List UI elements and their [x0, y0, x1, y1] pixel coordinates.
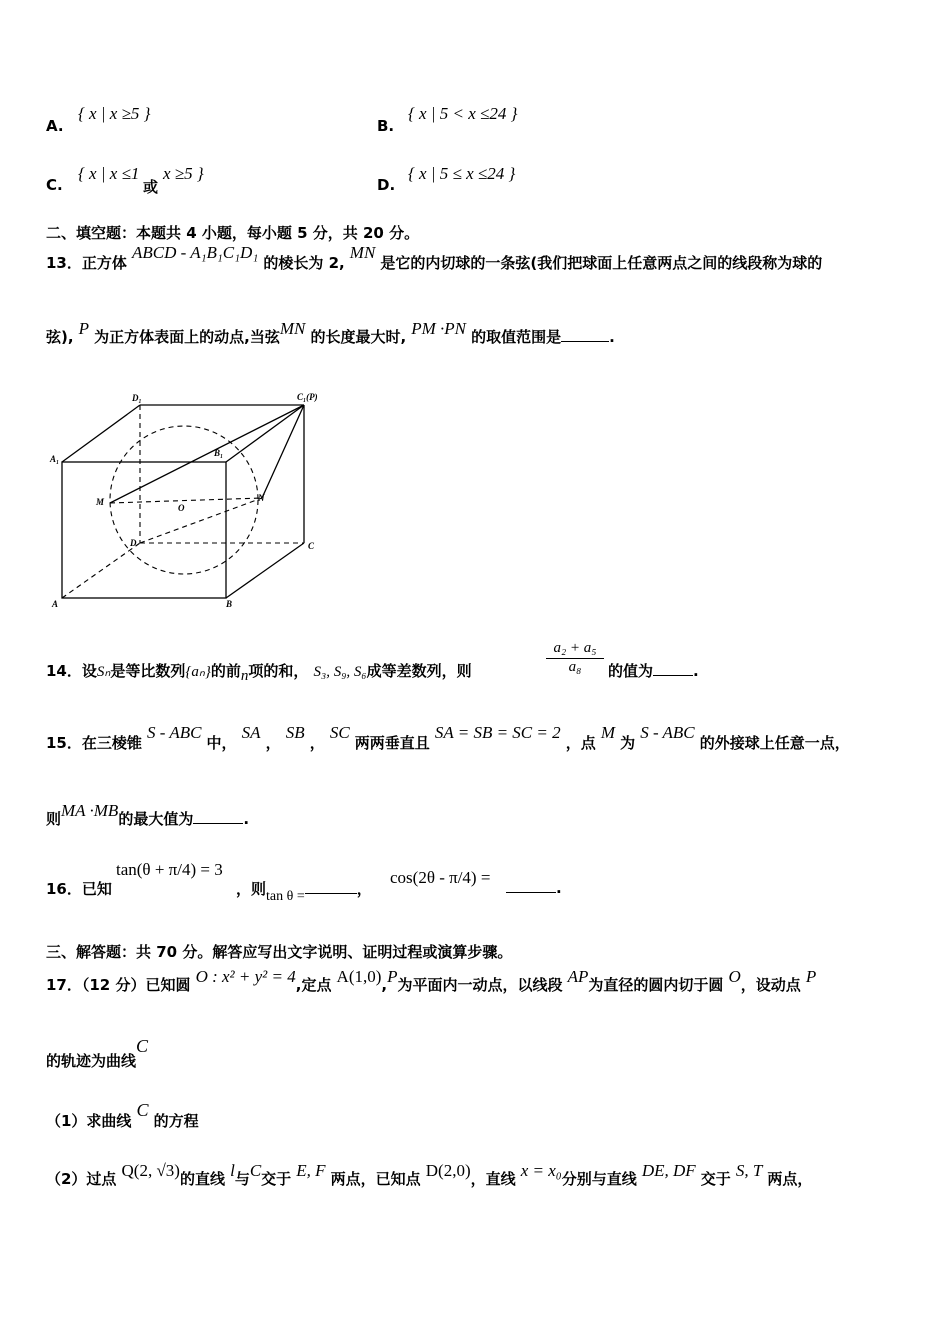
- q15-comma: ，: [309, 734, 325, 752]
- q15-dot-product: MA ·MB: [61, 801, 119, 820]
- q15-sabc: S - ABC: [146, 723, 202, 742]
- q14-period: .: [693, 662, 699, 680]
- q17-part2-text: ，直线: [470, 1170, 516, 1188]
- q16-number: 16．: [46, 880, 82, 898]
- label-o: O: [178, 503, 185, 513]
- q16-expr2: cos(2θ - π/4) =: [390, 868, 491, 887]
- edge-a1-d1: [62, 405, 140, 462]
- option-c-or: 或: [143, 178, 159, 196]
- q15-text: ，点: [565, 734, 596, 752]
- q14-text: 的值为: [608, 662, 654, 680]
- q17-p: P: [387, 967, 398, 986]
- option-c-set-a: { x | x ≤1: [78, 164, 140, 183]
- q13-text: 弦),: [46, 328, 74, 346]
- q16-tail: [506, 878, 562, 897]
- q17-curve-c: C: [249, 1161, 262, 1180]
- q14-fraction-denominator: a₈: [568, 659, 582, 675]
- q14-text: 的前: [210, 662, 241, 680]
- q15-text: 则: [46, 810, 62, 828]
- label-d: D: [130, 538, 137, 548]
- option-a-set: { x | x ≥5 }: [78, 104, 151, 123]
- q14-text: 设: [81, 662, 97, 680]
- q15-text: 为: [620, 734, 636, 752]
- q17-line-l: l: [230, 1161, 235, 1180]
- q17-point-a: A(1,0): [336, 967, 382, 986]
- q13-text: 是它的内切球的一条弦(我们把球面上任意两点之间的线段称为球的: [380, 254, 823, 272]
- q17-text: ,: [381, 976, 388, 994]
- q14-tail: [608, 660, 699, 681]
- q13-line-1: [46, 243, 823, 273]
- q16-mid: [236, 878, 372, 904]
- q17-part2-text: 分别与直线: [561, 1170, 637, 1188]
- q17-line-2: [46, 1036, 149, 1071]
- q14-sn: Sₙ: [96, 664, 111, 680]
- q17-part2-text: 交于: [700, 1170, 731, 1188]
- q15-sb: SB: [285, 723, 305, 742]
- q15-sc: SC: [329, 723, 350, 742]
- q17-part1-c: C: [136, 1100, 149, 1120]
- option-d-set: { x | 5 ≤ x ≤24 }: [408, 164, 516, 183]
- q13-period: .: [609, 328, 615, 346]
- q15-sa: SA: [241, 723, 261, 742]
- q13-line-2: [46, 319, 615, 347]
- option-c-set-b: x ≥5 }: [163, 164, 204, 183]
- q17-part2-text: 两点，已知点: [330, 1170, 421, 1188]
- q14-text: 成等差数列，则: [366, 662, 472, 680]
- hidden-edge-a-d: [62, 543, 140, 598]
- q14-answer-blank: [653, 663, 693, 676]
- inscribed-sphere: [110, 426, 258, 574]
- line-c1-n: [262, 405, 304, 498]
- q14-fraction-numerator: a₂ + a₅: [546, 640, 604, 659]
- label-n: N: [258, 493, 265, 503]
- section-3-heading: 三、解答题：共 70 分。解答应写出文字说明、证明过程或演算步骤。: [46, 943, 513, 961]
- q16-line: [46, 878, 112, 899]
- edge-b1-c1: [226, 405, 304, 462]
- q17-ap: AP: [567, 967, 589, 986]
- q13-mn: MN: [279, 319, 306, 338]
- q14-an: {aₙ}: [185, 664, 211, 680]
- q17-part2-text: 两点，: [767, 1170, 813, 1188]
- q17-part-2: [46, 1161, 813, 1189]
- q17-part2-text: 的直线: [179, 1170, 225, 1188]
- q13-answer-blank: [561, 329, 609, 342]
- label-d1: D₁: [132, 393, 142, 403]
- option-b-letter: B.: [377, 117, 395, 135]
- q17-text: ，设动点: [740, 976, 801, 994]
- label-m: M: [96, 497, 105, 507]
- q13-text: 的棱长为 2,: [263, 254, 345, 272]
- q17-o: O: [728, 967, 741, 986]
- option-a-letter: A.: [46, 117, 64, 135]
- q16-comma: ，: [356, 880, 372, 898]
- q15-m: M: [600, 723, 615, 742]
- q17-x0: x = x₀: [520, 1161, 562, 1180]
- line-c1-m: [110, 405, 304, 503]
- q14-number: 14．: [46, 662, 82, 680]
- line-d-n: [140, 498, 262, 543]
- q17-de-df: DE, DF: [641, 1161, 696, 1180]
- q15-answer-blank: [193, 811, 243, 824]
- q15-text: 在三棱锥: [81, 734, 142, 752]
- q17-text: ,定点: [295, 976, 332, 994]
- q15-period: .: [243, 810, 250, 828]
- q15-number: 15．: [46, 734, 82, 752]
- q15-line-2: [46, 801, 250, 829]
- chord-mn: [110, 498, 262, 503]
- option-c-letter: C.: [46, 176, 63, 194]
- q17-ef: E, F: [296, 1161, 326, 1180]
- q17-text: 为平面内一动点，以线段: [397, 976, 563, 994]
- q15-comma: ，: [265, 734, 281, 752]
- q16-answer-blank-2: [506, 880, 556, 893]
- q17-st: S, T: [735, 1161, 763, 1180]
- q14-line: [46, 660, 472, 684]
- q17-part2-text: （2）过点: [46, 1170, 117, 1188]
- q13-text: 正方体: [81, 254, 127, 272]
- q13-mn: MN: [349, 243, 376, 262]
- q17-part2-text: 交于: [261, 1170, 292, 1188]
- q15-text: 中，: [206, 734, 237, 752]
- q15-text: 的外接球上任意一点，: [699, 734, 850, 752]
- cube-front-face: [62, 462, 226, 598]
- q17-text: 为直径的圆内切于圆: [588, 976, 724, 994]
- q13-dot-product: PM ·PN: [411, 319, 467, 338]
- q17-p: P: [805, 967, 817, 986]
- q17-number: 17．（12 分）已知圆: [46, 976, 191, 994]
- q16-text: ，则: [236, 880, 267, 898]
- q17-point-q: Q(2, √3): [121, 1161, 180, 1180]
- q14-s-terms: S₃, S₉, S₆: [313, 664, 367, 680]
- label-c: C: [308, 541, 315, 551]
- q17-curve-c: C: [136, 1036, 149, 1056]
- q17-part2-text: 与: [234, 1170, 250, 1188]
- q15-sabc: S - ABC: [640, 723, 695, 742]
- cube-figure: [40, 385, 340, 620]
- q13-cube: ABCD - A₁B₁C₁D₁: [131, 243, 259, 262]
- label-a: A: [52, 599, 59, 609]
- option-d-letter: D.: [377, 176, 396, 194]
- q17-circle: O : x² + y² = 4: [195, 967, 296, 986]
- label-b1: B₁: [214, 448, 224, 458]
- label-a1: A₁: [50, 454, 60, 464]
- q17-point-d: D(2,0): [425, 1161, 471, 1180]
- label-b: B: [226, 599, 233, 609]
- q14-n: n: [240, 668, 249, 684]
- q15-line-1: [46, 723, 850, 753]
- q15-equation: SA = SB = SC = 2: [434, 723, 561, 742]
- q17-part1-text: （1）求曲线: [46, 1112, 132, 1130]
- q14-fraction: [546, 640, 604, 676]
- q13-p: P: [78, 319, 90, 338]
- q15-text: 的最大值为: [118, 810, 194, 828]
- q14-text: 项的和，: [248, 662, 309, 680]
- q13-text: 的长度最大时,: [310, 328, 407, 346]
- label-c1p: C₁(P): [297, 392, 318, 402]
- q17-text: 的轨迹为曲线: [46, 1052, 137, 1070]
- q16-tan: tan θ =: [266, 889, 305, 904]
- option-b-set: { x | 5 < x ≤24 }: [408, 104, 518, 123]
- q16-expr1: tan(θ + π/4) = 3: [116, 860, 223, 879]
- q17-part-1: [46, 1100, 199, 1131]
- q13-text: 的取值范围是: [471, 328, 562, 346]
- q14-text: 是等比数列: [110, 662, 186, 680]
- section-2-heading: 二、填空题：本题共 4 小题，每小题 5 分，共 20 分。: [46, 224, 420, 242]
- q17-line-1: [46, 967, 817, 995]
- q13-number: 13．: [46, 254, 82, 272]
- q13-text: 为正方体表面上的动点,当弦: [94, 328, 280, 346]
- q15-text: 两两垂直且: [354, 734, 430, 752]
- q17-part1-text: 的方程: [153, 1112, 199, 1130]
- q16-period: .: [556, 879, 562, 897]
- q16-answer-blank-1: [305, 881, 357, 894]
- q16-text: 已知: [81, 880, 112, 898]
